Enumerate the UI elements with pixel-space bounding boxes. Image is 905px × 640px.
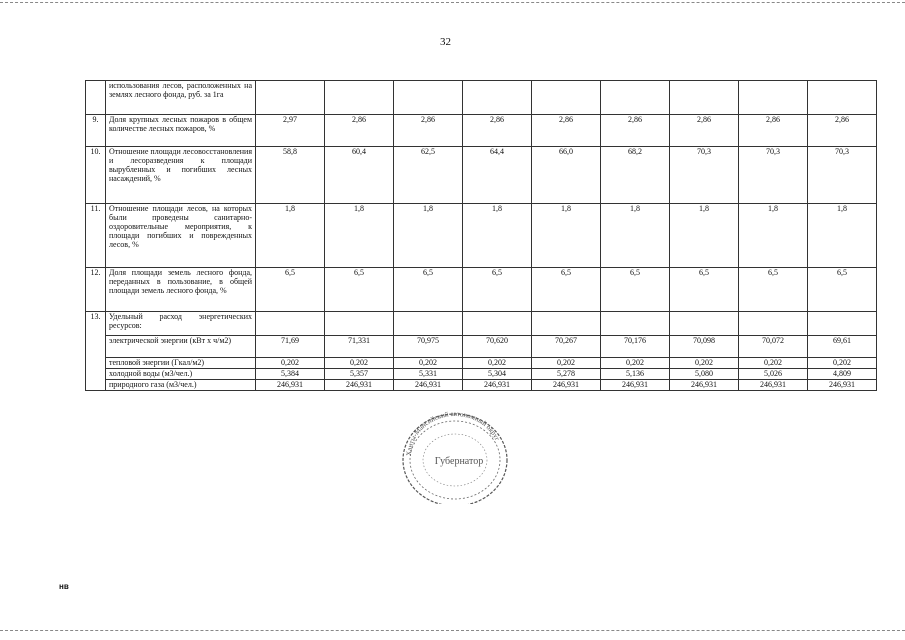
value-cell: 5,384 bbox=[256, 369, 325, 380]
indicator-subname: природного газа (м3/чел.) bbox=[106, 380, 256, 391]
value-cell bbox=[394, 81, 463, 115]
value-cell: 246,931 bbox=[394, 380, 463, 391]
value-cell: 6,5 bbox=[532, 268, 601, 312]
value-cell: 60,4 bbox=[325, 147, 394, 204]
value-cell: 5,331 bbox=[394, 369, 463, 380]
value-cell: 70,975 bbox=[394, 336, 463, 358]
value-cell: 1,8 bbox=[394, 204, 463, 268]
indicator-name: Удельный расход энергетических ресурсов: bbox=[106, 312, 256, 336]
table-row bbox=[86, 81, 877, 115]
row-number: 9. bbox=[86, 115, 106, 147]
value-cell: 70,072 bbox=[739, 336, 808, 358]
value-cell: 70,176 bbox=[601, 336, 670, 358]
value-cell: 1,8 bbox=[256, 204, 325, 268]
table-row bbox=[86, 358, 877, 369]
value-cell: 4,809 bbox=[808, 369, 877, 380]
value-cell: 0,202 bbox=[670, 358, 739, 369]
value-cell bbox=[532, 81, 601, 115]
value-cell: 2,86 bbox=[394, 115, 463, 147]
value-cell: 2,86 bbox=[808, 115, 877, 147]
value-cell bbox=[670, 81, 739, 115]
value-cell: 69,61 bbox=[808, 336, 877, 358]
value-cell bbox=[256, 312, 325, 336]
indicator-subname: тепловой энергии (Гкал/м2) bbox=[106, 358, 256, 369]
value-cell: 246,931 bbox=[808, 380, 877, 391]
value-cell: 1,8 bbox=[463, 204, 532, 268]
value-cell: 246,931 bbox=[601, 380, 670, 391]
value-cell: 0,202 bbox=[463, 358, 532, 369]
value-cell: 1,8 bbox=[670, 204, 739, 268]
value-cell: 2,86 bbox=[670, 115, 739, 147]
value-cell: 1,8 bbox=[739, 204, 808, 268]
value-cell: 6,5 bbox=[670, 268, 739, 312]
table-row bbox=[86, 369, 877, 380]
value-cell: 6,5 bbox=[808, 268, 877, 312]
value-cell bbox=[256, 81, 325, 115]
table-row bbox=[86, 380, 877, 391]
value-cell bbox=[325, 312, 394, 336]
footer-initials: нв bbox=[59, 582, 69, 591]
value-cell: 246,931 bbox=[463, 380, 532, 391]
value-cell bbox=[739, 81, 808, 115]
value-cell: 5,278 bbox=[532, 369, 601, 380]
value-cell: 0,202 bbox=[532, 358, 601, 369]
value-cell: 246,931 bbox=[256, 380, 325, 391]
value-cell: 2,86 bbox=[739, 115, 808, 147]
value-cell: 2,86 bbox=[463, 115, 532, 147]
value-cell: 6,5 bbox=[739, 268, 808, 312]
seal-center-text: Губернатор bbox=[434, 456, 484, 467]
row-number bbox=[86, 81, 106, 115]
value-cell: 6,5 bbox=[394, 268, 463, 312]
value-cell: 70,267 bbox=[532, 336, 601, 358]
value-cell: 6,5 bbox=[325, 268, 394, 312]
value-cell bbox=[463, 312, 532, 336]
value-cell: 1,8 bbox=[601, 204, 670, 268]
value-cell: 2,86 bbox=[325, 115, 394, 147]
value-cell: 71,331 bbox=[325, 336, 394, 358]
indicators-table-body bbox=[86, 81, 877, 391]
value-cell: 71,69 bbox=[256, 336, 325, 358]
value-cell: 58,8 bbox=[256, 147, 325, 204]
value-cell: 246,931 bbox=[532, 380, 601, 391]
value-cell: 0,202 bbox=[394, 358, 463, 369]
value-cell: 246,931 bbox=[739, 380, 808, 391]
value-cell: 0,202 bbox=[601, 358, 670, 369]
value-cell bbox=[532, 312, 601, 336]
value-cell bbox=[808, 81, 877, 115]
value-cell: 2,97 bbox=[256, 115, 325, 147]
top-scan-edge bbox=[0, 2, 905, 3]
row-number: 13. bbox=[86, 312, 106, 391]
value-cell: 70,3 bbox=[739, 147, 808, 204]
indicator-name: использования лесов, расположенных на землях лесного фонда, руб. за 1га bbox=[106, 81, 256, 115]
table-row bbox=[86, 147, 877, 204]
value-cell: 2,86 bbox=[601, 115, 670, 147]
value-cell bbox=[739, 312, 808, 336]
indicator-name: Отношение площади лесов, на которых были проведены санитарно-оздоровительные мероприятия, к площади погибших и поврежденных лесов, % bbox=[106, 204, 256, 268]
value-cell: 5,080 bbox=[670, 369, 739, 380]
value-cell: 6,5 bbox=[463, 268, 532, 312]
value-cell: 0,202 bbox=[808, 358, 877, 369]
indicator-name: Доля площади земель лесного фонда, переданных в пользование, в общей площади земель лесного фонда, % bbox=[106, 268, 256, 312]
indicators-table bbox=[85, 80, 877, 391]
table-row bbox=[86, 312, 877, 336]
value-cell bbox=[325, 81, 394, 115]
value-cell: 64,4 bbox=[463, 147, 532, 204]
value-cell: 70,098 bbox=[670, 336, 739, 358]
value-cell bbox=[463, 81, 532, 115]
value-cell: 5,304 bbox=[463, 369, 532, 380]
value-cell: 62,5 bbox=[394, 147, 463, 204]
value-cell bbox=[394, 312, 463, 336]
row-number: 12. bbox=[86, 268, 106, 312]
value-cell: 6,5 bbox=[601, 268, 670, 312]
value-cell: 246,931 bbox=[325, 380, 394, 391]
value-cell bbox=[601, 312, 670, 336]
value-cell: 5,026 bbox=[739, 369, 808, 380]
indicator-name: Доля крупных лесных пожаров в общем количестве лесных пожаров, % bbox=[106, 115, 256, 147]
table-row bbox=[86, 204, 877, 268]
value-cell: 70,3 bbox=[808, 147, 877, 204]
value-cell: 5,136 bbox=[601, 369, 670, 380]
value-cell: 246,931 bbox=[670, 380, 739, 391]
governor-seal-stamp bbox=[383, 404, 523, 504]
table-row bbox=[86, 268, 877, 312]
value-cell bbox=[601, 81, 670, 115]
value-cell: 70,620 bbox=[463, 336, 532, 358]
indicator-subname: холодной воды (м3/чел.) bbox=[106, 369, 256, 380]
page-number: 32 bbox=[440, 36, 451, 48]
value-cell: 1,8 bbox=[325, 204, 394, 268]
indicator-subname: электрической энергии (кВт х ч/м2) bbox=[106, 336, 256, 358]
table-row bbox=[86, 115, 877, 147]
value-cell bbox=[808, 312, 877, 336]
value-cell: 6,5 bbox=[256, 268, 325, 312]
value-cell: 1,8 bbox=[808, 204, 877, 268]
value-cell: 5,357 bbox=[325, 369, 394, 380]
bottom-scan-edge bbox=[0, 630, 905, 631]
value-cell: 70,3 bbox=[670, 147, 739, 204]
value-cell: 1,8 bbox=[532, 204, 601, 268]
value-cell: 2,86 bbox=[532, 115, 601, 147]
row-number: 11. bbox=[86, 204, 106, 268]
table-row bbox=[86, 336, 877, 358]
seal-ring-text: Ханты-Мансийский автономный округ bbox=[404, 409, 502, 457]
value-cell: 0,202 bbox=[256, 358, 325, 369]
value-cell: 66,0 bbox=[532, 147, 601, 204]
indicator-name: Отношение площади лесовосстановления и лесоразведения к площади вырубленных и погибших лесных насаждений, % bbox=[106, 147, 256, 204]
value-cell: 68,2 bbox=[601, 147, 670, 204]
value-cell: 0,202 bbox=[325, 358, 394, 369]
value-cell bbox=[670, 312, 739, 336]
indicators-table-container bbox=[85, 80, 877, 391]
value-cell: 0,202 bbox=[739, 358, 808, 369]
row-number: 10. bbox=[86, 147, 106, 204]
